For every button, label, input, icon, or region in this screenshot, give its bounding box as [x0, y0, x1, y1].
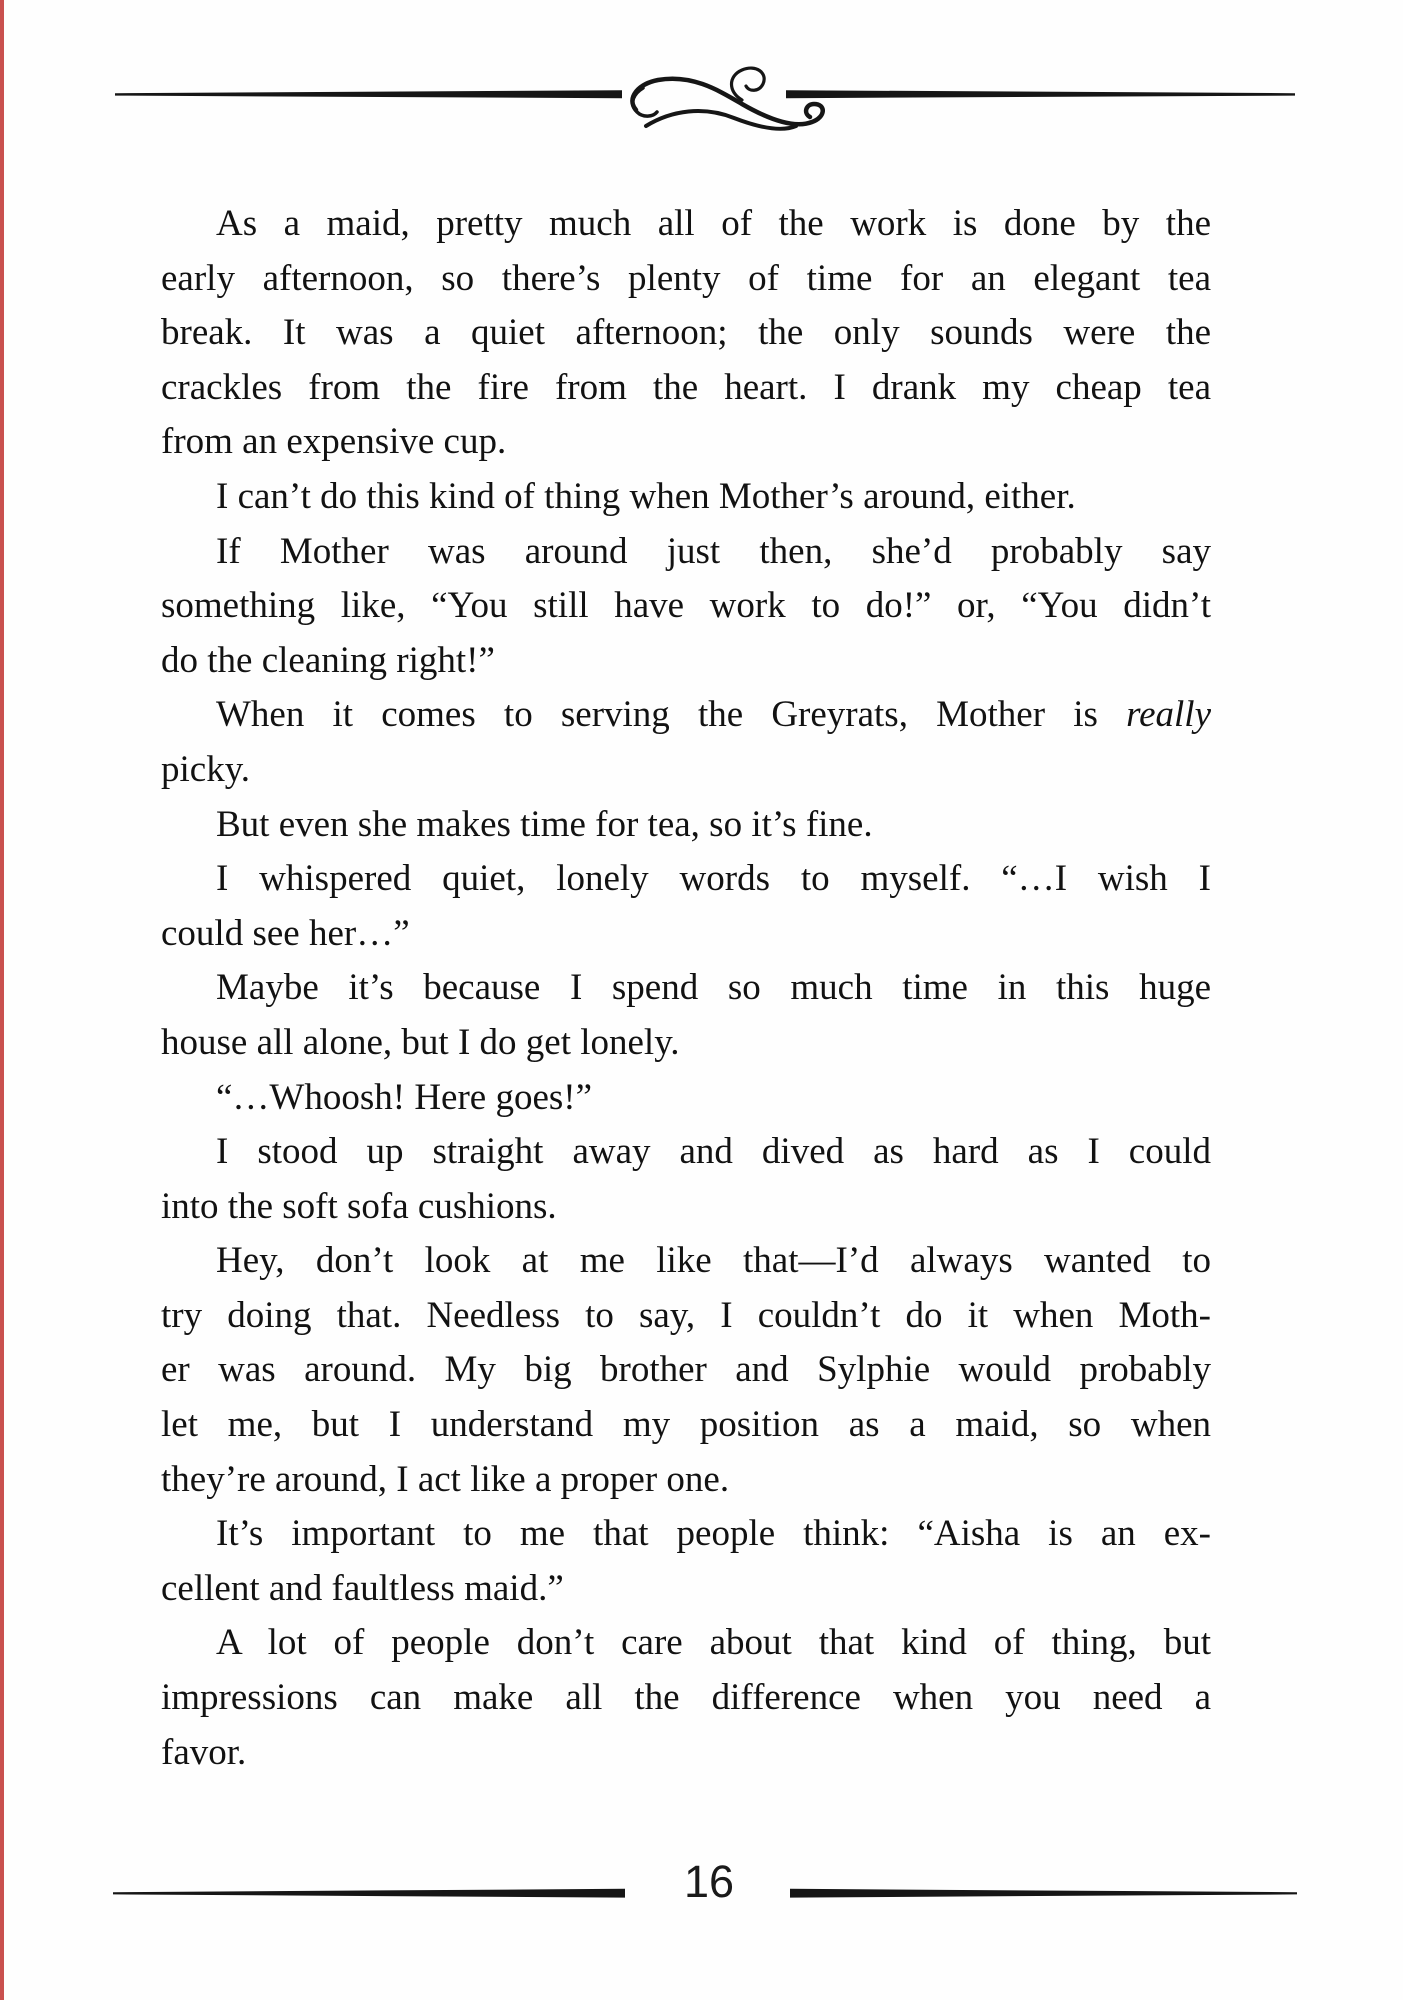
text-line: something like, “You still have work to do!” or, “You didn’t — [161, 585, 1211, 627]
text-line: could see her…” — [161, 912, 410, 954]
text-line: Maybe it’s because I spend so much time in this huge — [216, 967, 1211, 1009]
text-line: cellent and faultless maid.” — [161, 1567, 564, 1609]
text-line: If Mother was around just then, she’d probably say — [216, 530, 1211, 572]
text-line: As a maid, pretty much all of the work is done by the — [216, 203, 1211, 244]
text-line: early afternoon, so there’s plenty of time for an elegant tea — [161, 257, 1211, 299]
text-line: “…Whoosh! Here goes!” — [216, 1076, 593, 1118]
page-text — [161, 197, 1211, 1780]
text-line: impressions can make all the difference when you need a — [161, 1677, 1211, 1719]
text-line: But even she makes time for tea, so it’s fine. — [216, 803, 873, 845]
text-line: A lot of people don’t care about that kind of thing, but — [216, 1622, 1211, 1664]
header-divider — [0, 0, 1403, 170]
page-number: 16 — [683, 1856, 735, 1907]
italic-text: really — [1126, 694, 1211, 736]
text-line: It’s important to me that people think: “Aisha is an ex- — [216, 1513, 1211, 1555]
text-line: house all alone, but I do get lonely. — [161, 1021, 680, 1063]
text-line: picky. — [161, 748, 251, 790]
page-edge-stripe — [0, 0, 4, 2000]
text-line: try doing that. Needless to say, I couldn’t do it when Moth- — [161, 1294, 1211, 1336]
text-line: they’re around, I act like a proper one. — [161, 1458, 730, 1500]
text-line: do the cleaning right!” — [161, 639, 495, 681]
text-line: I stood up straight away and dived as hard as I could — [216, 1131, 1211, 1173]
text-line: let me, but I understand my position as a maid, so when — [161, 1404, 1211, 1446]
text-line: Hey, don’t look at me like that—I’d always wanted to — [216, 1240, 1211, 1282]
text-line: favor. — [161, 1731, 247, 1773]
tapered-rule — [115, 90, 1295, 98]
text-line: break. It was a quiet afternoon; the only sounds were the — [161, 312, 1211, 354]
text-line: I whispered quiet, lonely words to myself. “…I wish I — [216, 858, 1211, 900]
text-line: er was around. My big brother and Sylphie would probably — [161, 1349, 1211, 1391]
text-line: into the soft sofa cushions. — [161, 1185, 557, 1227]
text-line: from an expensive cup. — [161, 421, 507, 463]
text-line: I can’t do this kind of thing when Mother’s around, either. — [216, 475, 1076, 517]
text-line: When it comes to serving the Greyrats, Mother is really — [216, 694, 1211, 736]
text-line: crackles from the fire from the heart. I drank my cheap tea — [161, 366, 1211, 408]
calligraphic-flourish-icon — [632, 68, 822, 129]
